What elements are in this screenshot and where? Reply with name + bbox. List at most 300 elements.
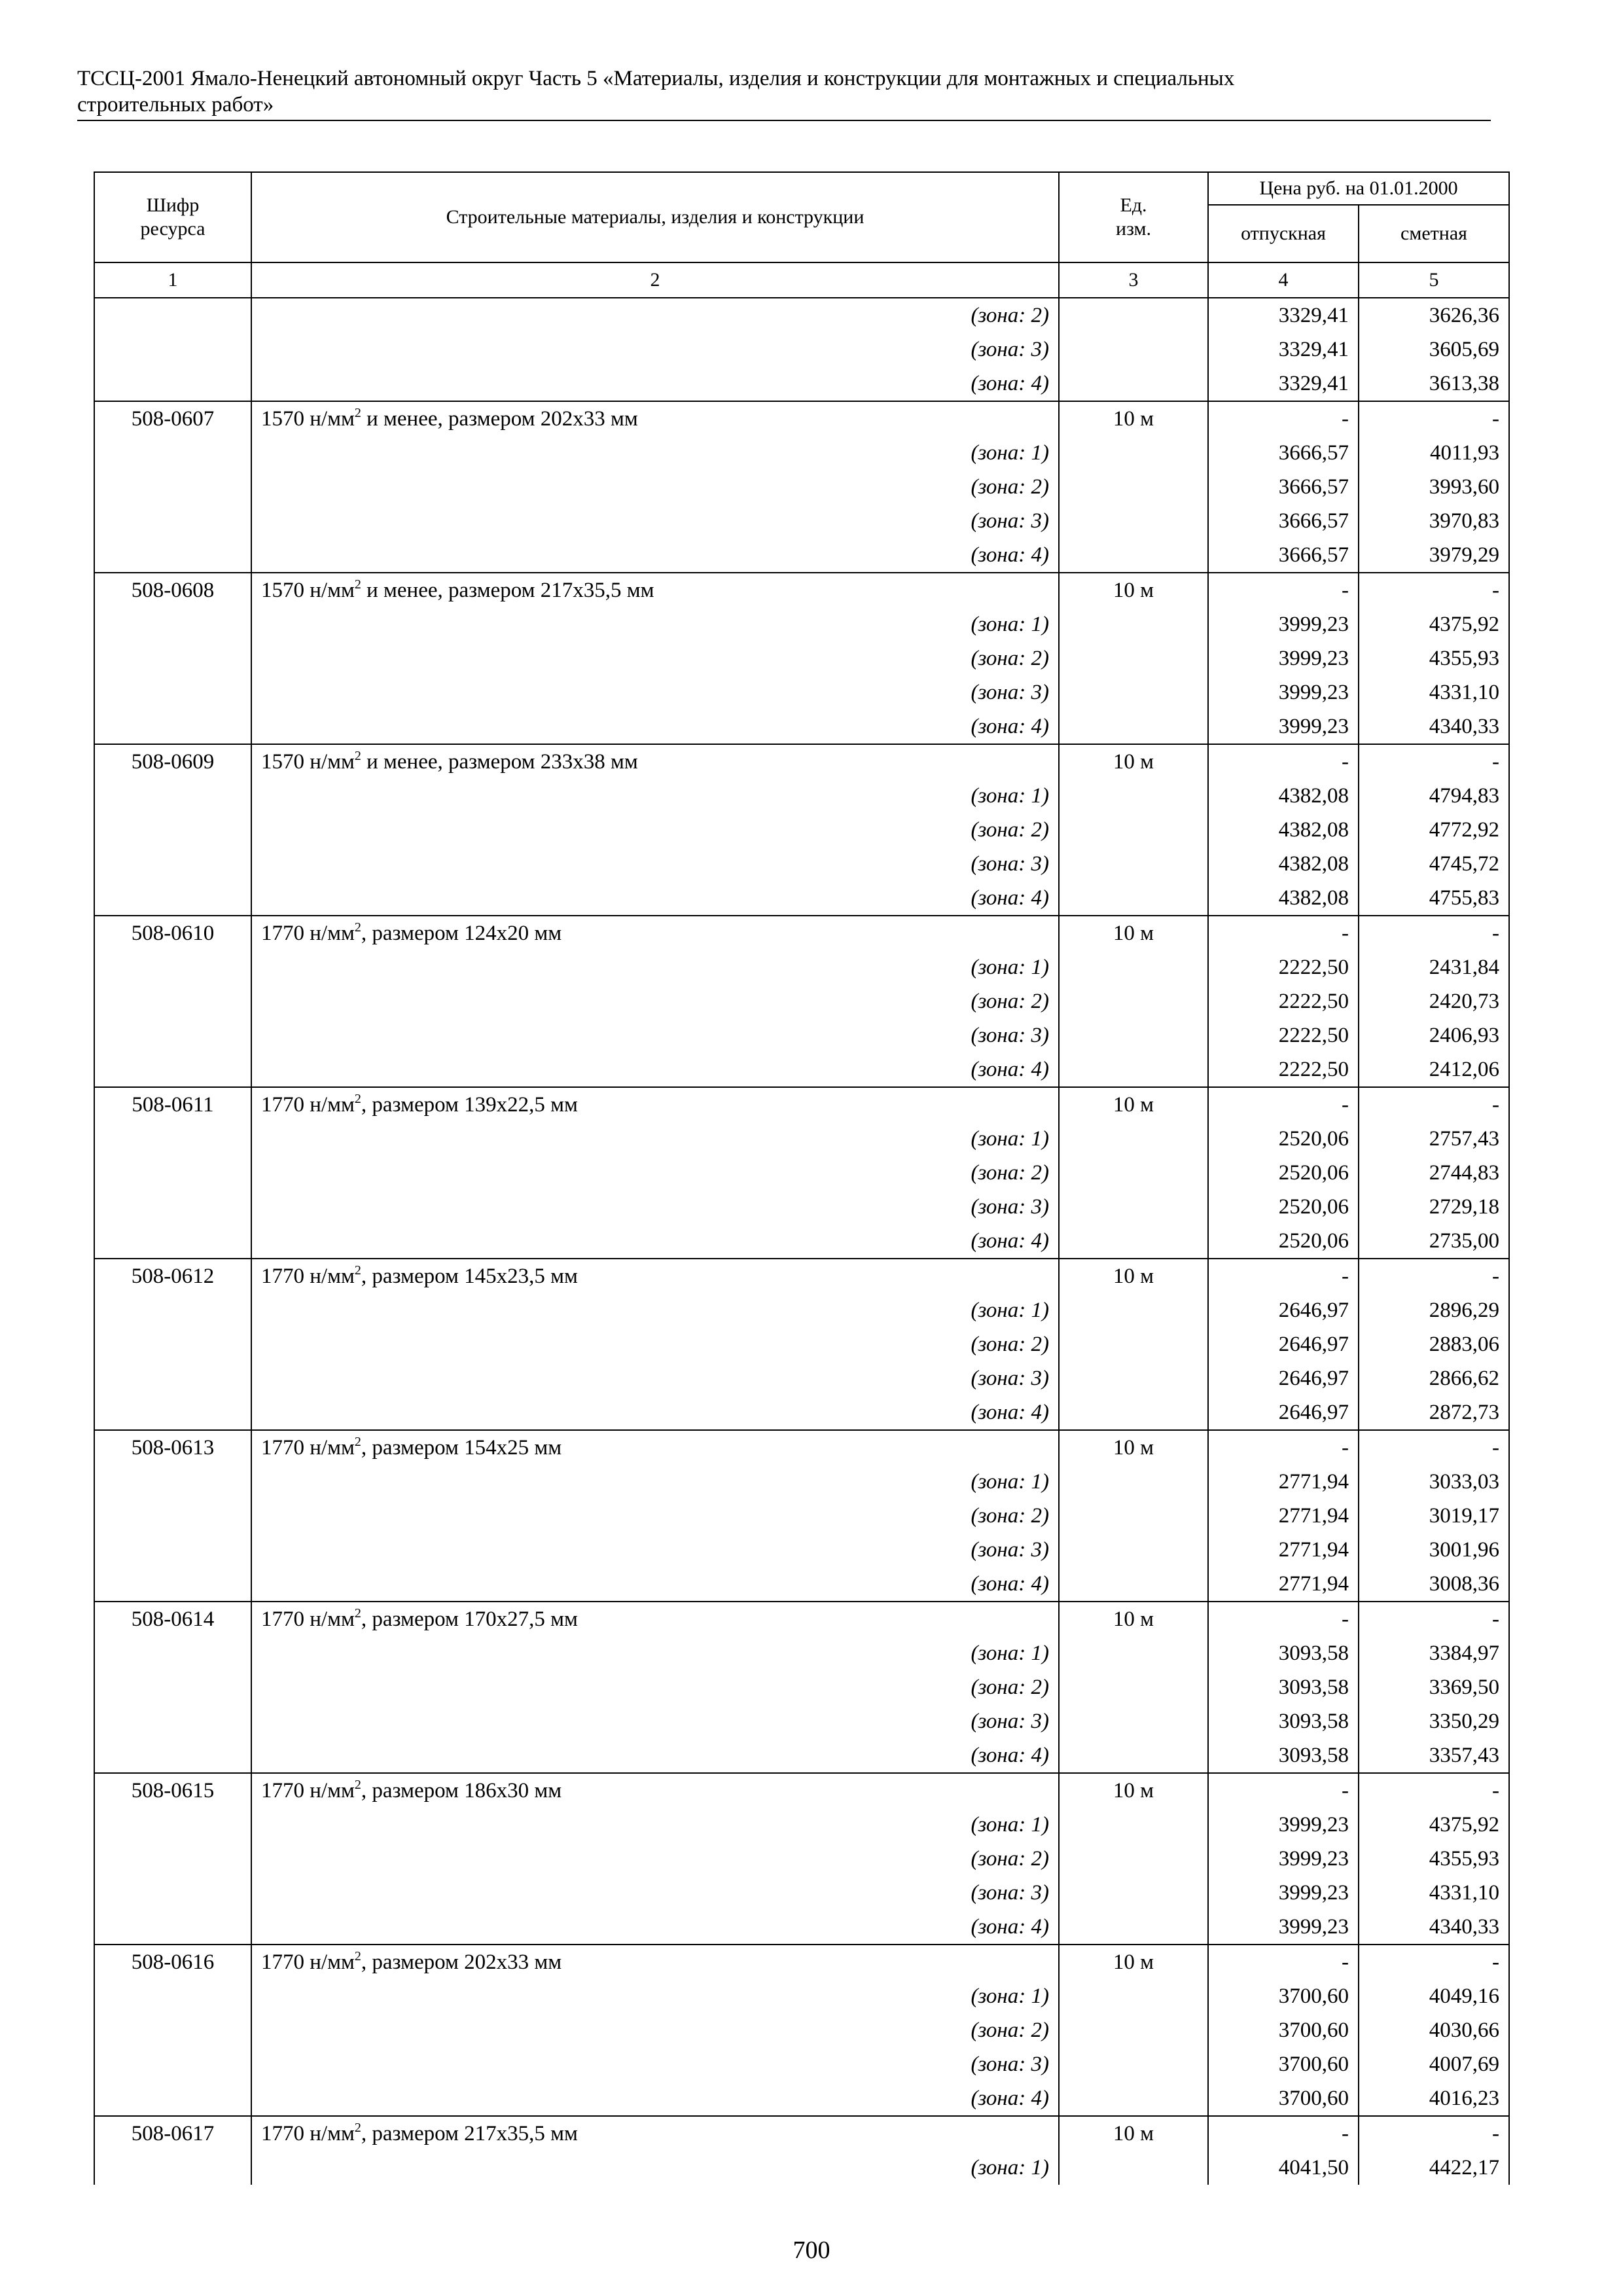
zone-row — [94, 1465, 1509, 1499]
zone-label: (зона: 3) — [251, 1018, 1059, 1052]
zone-row — [94, 1052, 1509, 1087]
zone-label: (зона: 3) — [251, 1876, 1059, 1910]
zone-row — [94, 332, 1509, 367]
unit-of-measure: 10 м — [1059, 1430, 1208, 1465]
zone-label: (зона: 4) — [251, 1052, 1059, 1087]
base-release-price: - — [1208, 1087, 1359, 1122]
release-price: 3700,60 — [1208, 2047, 1359, 2081]
zone-row — [94, 1636, 1509, 1670]
release-price: 2520,06 — [1208, 1190, 1359, 1224]
base-estimate-price: - — [1359, 2116, 1509, 2151]
resource-code-cell — [94, 1327, 251, 1361]
unit-of-measure: 10 м — [1059, 744, 1208, 779]
zone-row — [94, 2047, 1509, 2081]
col-number-3: 3 — [1059, 262, 1208, 298]
zone-label: (зона: 2) — [251, 984, 1059, 1018]
zone-row — [94, 984, 1509, 1018]
base-estimate-price: - — [1359, 1087, 1509, 1122]
unit-cell — [1059, 1052, 1208, 1087]
unit-cell — [1059, 470, 1208, 504]
zone-label: (зона: 1) — [251, 1808, 1059, 1842]
resource-row — [94, 1259, 1509, 1293]
resource-code-cell — [94, 1224, 251, 1259]
estimate-price: 2866,62 — [1359, 1361, 1509, 1395]
resource-description — [251, 1773, 1059, 1808]
zone-label: (зона: 3) — [251, 847, 1059, 881]
base-release-price: - — [1208, 573, 1359, 607]
base-release-price: - — [1208, 1773, 1359, 1808]
description-text: 1770 н/мм — [261, 1436, 355, 1460]
zone-label: (зона: 4) — [251, 1910, 1059, 1945]
unit-cell — [1059, 641, 1208, 675]
col-header-unit-line1: Ед. — [1120, 194, 1147, 216]
release-price: 3093,58 — [1208, 1738, 1359, 1773]
estimate-price: 2406,93 — [1359, 1018, 1509, 1052]
zone-row — [94, 538, 1509, 573]
unit-cell — [1059, 367, 1208, 401]
zone-label: (зона: 3) — [251, 1361, 1059, 1395]
unit-of-measure: 10 м — [1059, 401, 1208, 436]
zone-label: (зона: 3) — [251, 675, 1059, 709]
unit-cell — [1059, 1910, 1208, 1945]
estimate-price: 4340,33 — [1359, 709, 1509, 744]
unit-cell — [1059, 298, 1208, 332]
release-price: 3093,58 — [1208, 1636, 1359, 1670]
release-price: 2222,50 — [1208, 984, 1359, 1018]
estimate-price: 3008,36 — [1359, 1567, 1509, 1602]
unit-exponent: 2 — [354, 406, 361, 420]
table-header — [94, 172, 1509, 298]
zone-row — [94, 1808, 1509, 1842]
resource-code-cell — [94, 2151, 251, 2185]
unit-exponent: 2 — [354, 1606, 361, 1621]
resource-code: 508-0608 — [94, 573, 251, 607]
base-release-price: - — [1208, 401, 1359, 436]
unit-cell — [1059, 1842, 1208, 1876]
zone-row — [94, 2013, 1509, 2047]
resource-code-cell — [94, 1808, 251, 1842]
resource-description — [251, 744, 1059, 779]
release-price: 3999,23 — [1208, 675, 1359, 709]
zone-label: (зона: 4) — [251, 2081, 1059, 2116]
release-price: 2520,06 — [1208, 1156, 1359, 1190]
zone-label: (зона: 2) — [251, 1156, 1059, 1190]
unit-cell — [1059, 950, 1208, 984]
estimate-price: 4355,93 — [1359, 641, 1509, 675]
release-price: 3700,60 — [1208, 2013, 1359, 2047]
resource-code-cell — [94, 1499, 251, 1533]
release-price: 2646,97 — [1208, 1395, 1359, 1430]
release-price: 3093,58 — [1208, 1704, 1359, 1738]
resource-code-cell — [94, 1361, 251, 1395]
unit-cell — [1059, 1499, 1208, 1533]
estimate-price: 2420,73 — [1359, 984, 1509, 1018]
resource-code: 508-0610 — [94, 916, 251, 950]
release-price: 3999,23 — [1208, 1842, 1359, 1876]
description-size: , размером 124х20 мм — [361, 922, 562, 945]
zone-row — [94, 436, 1509, 470]
zone-label: (зона: 3) — [251, 504, 1059, 538]
base-estimate-price: - — [1359, 573, 1509, 607]
zone-row — [94, 641, 1509, 675]
resource-row — [94, 744, 1509, 779]
description-text: 1770 н/мм — [261, 1265, 355, 1288]
release-price: 2646,97 — [1208, 1327, 1359, 1361]
resource-description — [251, 573, 1059, 607]
unit-cell — [1059, 2013, 1208, 2047]
estimate-price: 4030,66 — [1359, 2013, 1509, 2047]
description-size: , размером 186х30 мм — [361, 1779, 562, 1803]
zone-label: (зона: 4) — [251, 538, 1059, 573]
resource-code-cell — [94, 1293, 251, 1327]
unit-of-measure: 10 м — [1059, 916, 1208, 950]
resource-price-table — [94, 171, 1510, 2185]
unit-cell — [1059, 984, 1208, 1018]
col-header-name: Строительные материалы, изделия и конструкции — [251, 172, 1059, 262]
resource-code: 508-0612 — [94, 1259, 251, 1293]
release-price: 4041,50 — [1208, 2151, 1359, 2185]
base-estimate-price: - — [1359, 1602, 1509, 1636]
estimate-price: 4745,72 — [1359, 847, 1509, 881]
base-estimate-price: - — [1359, 1945, 1509, 1979]
release-price: 2222,50 — [1208, 1052, 1359, 1087]
release-price: 3666,57 — [1208, 436, 1359, 470]
resource-code-cell — [94, 675, 251, 709]
zone-row — [94, 1910, 1509, 1945]
base-estimate-price: - — [1359, 916, 1509, 950]
unit-cell — [1059, 1156, 1208, 1190]
resource-code: 508-0611 — [94, 1087, 251, 1122]
base-estimate-price: - — [1359, 1259, 1509, 1293]
unit-exponent: 2 — [354, 1263, 361, 1278]
unit-cell — [1059, 332, 1208, 367]
resource-code-cell — [94, 1465, 251, 1499]
resource-code-cell — [94, 1567, 251, 1602]
description-size: и менее, размером 202х33 мм — [361, 407, 638, 431]
zone-row — [94, 1190, 1509, 1224]
zone-row — [94, 1122, 1509, 1156]
zone-row — [94, 1293, 1509, 1327]
col-number-2: 2 — [251, 262, 1059, 298]
col-number-4: 4 — [1208, 262, 1359, 298]
resource-code-cell — [94, 1018, 251, 1052]
estimate-price: 2883,06 — [1359, 1327, 1509, 1361]
zone-row — [94, 1018, 1509, 1052]
unit-cell — [1059, 847, 1208, 881]
resource-row — [94, 573, 1509, 607]
page-number: 700 — [793, 2236, 830, 2264]
release-price: 3093,58 — [1208, 1670, 1359, 1704]
resource-code-cell — [94, 1910, 251, 1945]
col-number-1: 1 — [94, 262, 251, 298]
unit-cell — [1059, 1636, 1208, 1670]
unit-cell — [1059, 1327, 1208, 1361]
resource-description — [251, 1430, 1059, 1465]
zone-label: (зона: 4) — [251, 1567, 1059, 1602]
unit-cell — [1059, 675, 1208, 709]
zone-label: (зона: 2) — [251, 1670, 1059, 1704]
estimate-price: 3357,43 — [1359, 1738, 1509, 1773]
unit-cell — [1059, 1018, 1208, 1052]
release-price: 2222,50 — [1208, 950, 1359, 984]
release-price: 4382,08 — [1208, 881, 1359, 916]
zone-row — [94, 1842, 1509, 1876]
col-header-unit-line2: изм. — [1116, 218, 1151, 240]
resource-code-cell — [94, 1738, 251, 1773]
zone-label: (зона: 1) — [251, 1636, 1059, 1670]
unit-exponent: 2 — [354, 1092, 361, 1106]
zone-label: (зона: 4) — [251, 1224, 1059, 1259]
zone-label: (зона: 4) — [251, 881, 1059, 916]
base-release-price: - — [1208, 1259, 1359, 1293]
resource-description — [251, 1087, 1059, 1122]
release-price: 3999,23 — [1208, 709, 1359, 744]
resource-description — [251, 916, 1059, 950]
zone-label: (зона: 2) — [251, 813, 1059, 847]
estimate-price: 4331,10 — [1359, 1876, 1509, 1910]
release-price: 3666,57 — [1208, 470, 1359, 504]
description-size: , размером 154х25 мм — [361, 1436, 562, 1460]
resource-code: 508-0613 — [94, 1430, 251, 1465]
zone-row — [94, 2151, 1509, 2185]
release-price: 3700,60 — [1208, 1979, 1359, 2013]
resource-code-cell — [94, 607, 251, 641]
unit-cell — [1059, 1465, 1208, 1499]
estimate-price: 3626,36 — [1359, 298, 1509, 332]
release-price: 3329,41 — [1208, 367, 1359, 401]
release-price: 2646,97 — [1208, 1361, 1359, 1395]
resource-row — [94, 1430, 1509, 1465]
resource-code-cell — [94, 367, 251, 401]
resource-code: 508-0607 — [94, 401, 251, 436]
unit-of-measure: 10 м — [1059, 1945, 1208, 1979]
zone-row — [94, 1979, 1509, 2013]
base-estimate-price: - — [1359, 744, 1509, 779]
resource-code-cell — [94, 641, 251, 675]
estimate-price: 2896,29 — [1359, 1293, 1509, 1327]
zone-row — [94, 2081, 1509, 2116]
resource-code-cell — [94, 950, 251, 984]
unit-cell — [1059, 1293, 1208, 1327]
zone-row — [94, 847, 1509, 881]
resource-code-cell — [94, 813, 251, 847]
col-header-code-line1: Шифр — [146, 194, 200, 216]
resource-code-cell — [94, 1704, 251, 1738]
resource-code-cell — [94, 2013, 251, 2047]
resource-row — [94, 1602, 1509, 1636]
unit-of-measure: 10 м — [1059, 1602, 1208, 1636]
resource-row — [94, 401, 1509, 436]
zone-label: (зона: 2) — [251, 470, 1059, 504]
resource-row — [94, 1087, 1509, 1122]
estimate-price: 4794,83 — [1359, 779, 1509, 813]
zone-label: (зона: 3) — [251, 1533, 1059, 1567]
release-price: 2771,94 — [1208, 1533, 1359, 1567]
zone-label: (зона: 1) — [251, 607, 1059, 641]
release-price: 4382,08 — [1208, 779, 1359, 813]
description-text: 1770 н/мм — [261, 1093, 355, 1117]
unit-cell — [1059, 504, 1208, 538]
base-release-price: - — [1208, 744, 1359, 779]
zone-row — [94, 709, 1509, 744]
release-price: 2646,97 — [1208, 1293, 1359, 1327]
unit-exponent: 2 — [354, 1435, 361, 1449]
release-price: 4382,08 — [1208, 813, 1359, 847]
document-header — [77, 65, 1491, 118]
description-size: , размером 139х22,5 мм — [361, 1093, 578, 1117]
unit-cell — [1059, 1533, 1208, 1567]
resource-code-cell — [94, 2047, 251, 2081]
estimate-price: 4331,10 — [1359, 675, 1509, 709]
col-header-price-group: Цена руб. на 01.01.2000 — [1208, 172, 1509, 205]
release-price: 3999,23 — [1208, 1876, 1359, 1910]
unit-of-measure: 10 м — [1059, 1259, 1208, 1293]
resource-code: 508-0617 — [94, 2116, 251, 2151]
col-header-code — [94, 172, 251, 262]
resource-code-cell — [94, 2081, 251, 2116]
resource-row — [94, 2116, 1509, 2151]
unit-cell — [1059, 1122, 1208, 1156]
zone-label: (зона: 1) — [251, 1979, 1059, 2013]
zone-row — [94, 1224, 1509, 1259]
unit-of-measure: 10 м — [1059, 573, 1208, 607]
unit-cell — [1059, 1704, 1208, 1738]
description-size: , размером 170х27,5 мм — [361, 1607, 578, 1631]
release-price: 2771,94 — [1208, 1567, 1359, 1602]
estimate-price: 4049,16 — [1359, 1979, 1509, 2013]
base-estimate-price: - — [1359, 1430, 1509, 1465]
zone-label: (зона: 4) — [251, 1738, 1059, 1773]
resource-code: 508-0615 — [94, 1773, 251, 1808]
description-size: , размером 202х33 мм — [361, 1950, 562, 1974]
description-size: и менее, размером 233х38 мм — [361, 750, 638, 774]
estimate-price: 3993,60 — [1359, 470, 1509, 504]
resource-code-cell — [94, 709, 251, 744]
description-text: 1770 н/мм — [261, 922, 355, 945]
resource-code-cell — [94, 332, 251, 367]
description-size: , размером 145х23,5 мм — [361, 1265, 578, 1288]
col-number-5: 5 — [1359, 262, 1509, 298]
estimate-price: 3350,29 — [1359, 1704, 1509, 1738]
resource-code-cell — [94, 1156, 251, 1190]
unit-cell — [1059, 538, 1208, 573]
unit-of-measure: 10 м — [1059, 1087, 1208, 1122]
col-header-estimate: сметная — [1359, 205, 1509, 262]
resource-row — [94, 1773, 1509, 1808]
release-price: 2222,50 — [1208, 1018, 1359, 1052]
estimate-price: 4007,69 — [1359, 2047, 1509, 2081]
zone-label: (зона: 1) — [251, 1465, 1059, 1499]
estimate-price: 2412,06 — [1359, 1052, 1509, 1087]
estimate-price: 3979,29 — [1359, 538, 1509, 573]
resource-row — [94, 1945, 1509, 1979]
zone-row — [94, 607, 1509, 641]
zone-label: (зона: 4) — [251, 367, 1059, 401]
resource-code-cell — [94, 538, 251, 573]
unit-cell — [1059, 1808, 1208, 1842]
zone-label: (зона: 3) — [251, 1190, 1059, 1224]
zone-label: (зона: 2) — [251, 1327, 1059, 1361]
header-rule — [77, 120, 1491, 121]
unit-of-measure: 10 м — [1059, 2116, 1208, 2151]
release-price: 2520,06 — [1208, 1224, 1359, 1259]
resource-code-cell — [94, 1842, 251, 1876]
zone-label: (зона: 4) — [251, 709, 1059, 744]
zone-row — [94, 1567, 1509, 1602]
estimate-price: 3033,03 — [1359, 1465, 1509, 1499]
resource-code-cell — [94, 847, 251, 881]
resource-code: 508-0614 — [94, 1602, 251, 1636]
resource-code-cell — [94, 1876, 251, 1910]
description-text: 1770 н/мм — [261, 1950, 355, 1974]
zone-label: (зона: 2) — [251, 1499, 1059, 1533]
unit-cell — [1059, 813, 1208, 847]
zone-label: (зона: 1) — [251, 779, 1059, 813]
estimate-price: 4422,17 — [1359, 2151, 1509, 2185]
zone-label: (зона: 2) — [251, 641, 1059, 675]
zone-label: (зона: 1) — [251, 1122, 1059, 1156]
resource-code-cell — [94, 504, 251, 538]
estimate-price: 3384,97 — [1359, 1636, 1509, 1670]
unit-cell — [1059, 2151, 1208, 2185]
unit-cell — [1059, 436, 1208, 470]
unit-exponent: 2 — [354, 577, 361, 592]
resource-code-cell — [94, 984, 251, 1018]
base-release-price: - — [1208, 1430, 1359, 1465]
description-text: 1570 н/мм — [261, 407, 355, 431]
description-text: 1770 н/мм — [261, 1607, 355, 1631]
resource-code-cell — [94, 1670, 251, 1704]
resource-code-cell — [94, 1395, 251, 1430]
unit-cell — [1059, 1670, 1208, 1704]
unit-cell — [1059, 779, 1208, 813]
estimate-price: 2757,43 — [1359, 1122, 1509, 1156]
estimate-price: 3605,69 — [1359, 332, 1509, 367]
zone-row — [94, 881, 1509, 916]
base-estimate-price: - — [1359, 1773, 1509, 1808]
resource-code-cell — [94, 1979, 251, 2013]
resource-code-cell — [94, 1533, 251, 1567]
zone-label: (зона: 3) — [251, 2047, 1059, 2081]
zone-label: (зона: 1) — [251, 950, 1059, 984]
base-release-price: - — [1208, 916, 1359, 950]
resource-description — [251, 1259, 1059, 1293]
unit-exponent: 2 — [354, 1949, 361, 1964]
unit-of-measure: 10 м — [1059, 1773, 1208, 1808]
resource-code: 508-0609 — [94, 744, 251, 779]
table-body — [94, 298, 1509, 2185]
estimate-price: 2744,83 — [1359, 1156, 1509, 1190]
estimate-price: 4016,23 — [1359, 2081, 1509, 2116]
resource-code-cell — [94, 1052, 251, 1087]
estimate-price: 4772,92 — [1359, 813, 1509, 847]
header-line-2: строительных работ» — [77, 93, 274, 117]
base-release-price: - — [1208, 2116, 1359, 2151]
zone-row — [94, 367, 1509, 401]
resource-description — [251, 2116, 1059, 2151]
estimate-price: 4011,93 — [1359, 436, 1509, 470]
unit-exponent: 2 — [354, 920, 361, 935]
description-text: 1570 н/мм — [261, 750, 355, 774]
unit-cell — [1059, 1361, 1208, 1395]
estimate-price: 2735,00 — [1359, 1224, 1509, 1259]
unit-cell — [1059, 1738, 1208, 1773]
resource-code-cell — [94, 436, 251, 470]
release-price: 3329,41 — [1208, 332, 1359, 367]
unit-cell — [1059, 1979, 1208, 2013]
zone-row — [94, 298, 1509, 332]
estimate-price: 2431,84 — [1359, 950, 1509, 984]
